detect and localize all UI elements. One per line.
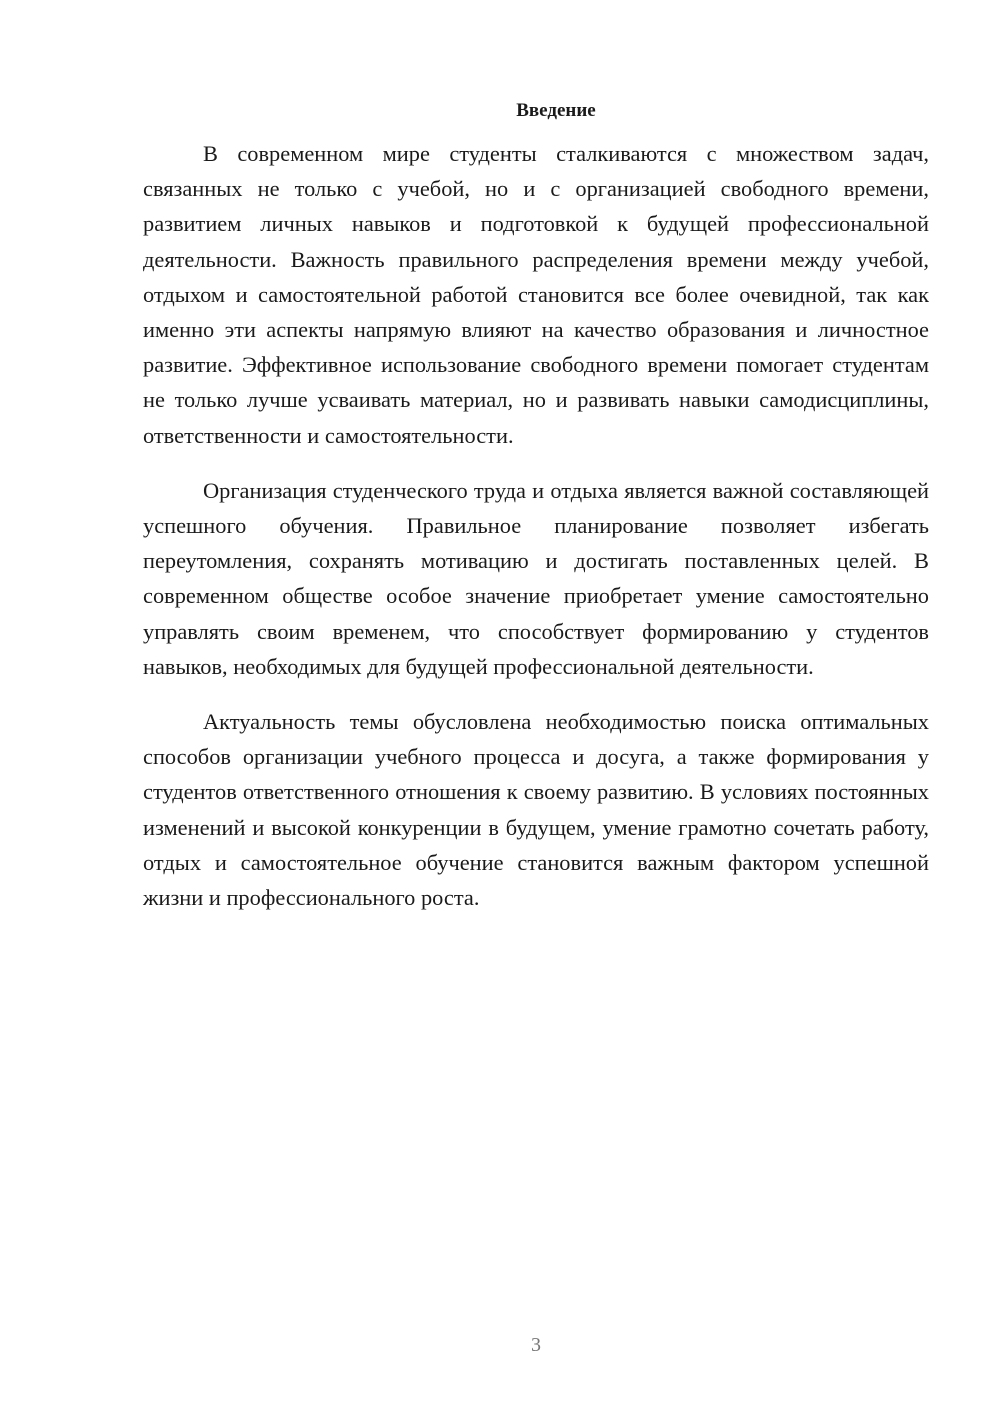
body-paragraph-3: Актуальность темы обусловлена необходимостью поиска оптимальных способов организации учебного процесса и досуга, а также формирования у студентов ответственного отношения к своему развитию. В условиях постоянных изменений и высокой конкуренции в будущем, умение грамотно сочетать работу, отдых и самостоятельное обучение становится важным фактором успешной жизни и профессионального роста. [143,709,929,911]
page-number: 3 [531,1334,541,1356]
section-heading: Введение [516,100,596,121]
body-paragraph-1: В современном мире студенты сталкиваются с множеством задач, связанных не только с учебой, но и с организацией свободного времени, развитием личных навыков и подготовкой к будущей профессиональной деятельности. Важность правильного распределения времени между учебой, отдыхом и самостоятельной работой становится все более очевидной, так как именно эти аспекты напрямую влияют на качество образования и личностное развитие. Эффективное использование свободного времени помогает студентам не только лучше усваивать материал, но и развивать навыки самодисциплины, ответственности и самостоятельности. [143,141,929,448]
page-content [143,96,929,915]
body-paragraph-2: Организация студенческого труда и отдыха является важной составляющей успешного обучения. Правильное планирование позволяет избегать переутомления, сохранять мотивацию и достигать поставленных целей. В современном обществе особое значение приобретает умение самостоятельно управлять своим временем, что способствует формированию у студентов навыков, необходимых для будущей профессиональной деятельности. [143,477,929,679]
